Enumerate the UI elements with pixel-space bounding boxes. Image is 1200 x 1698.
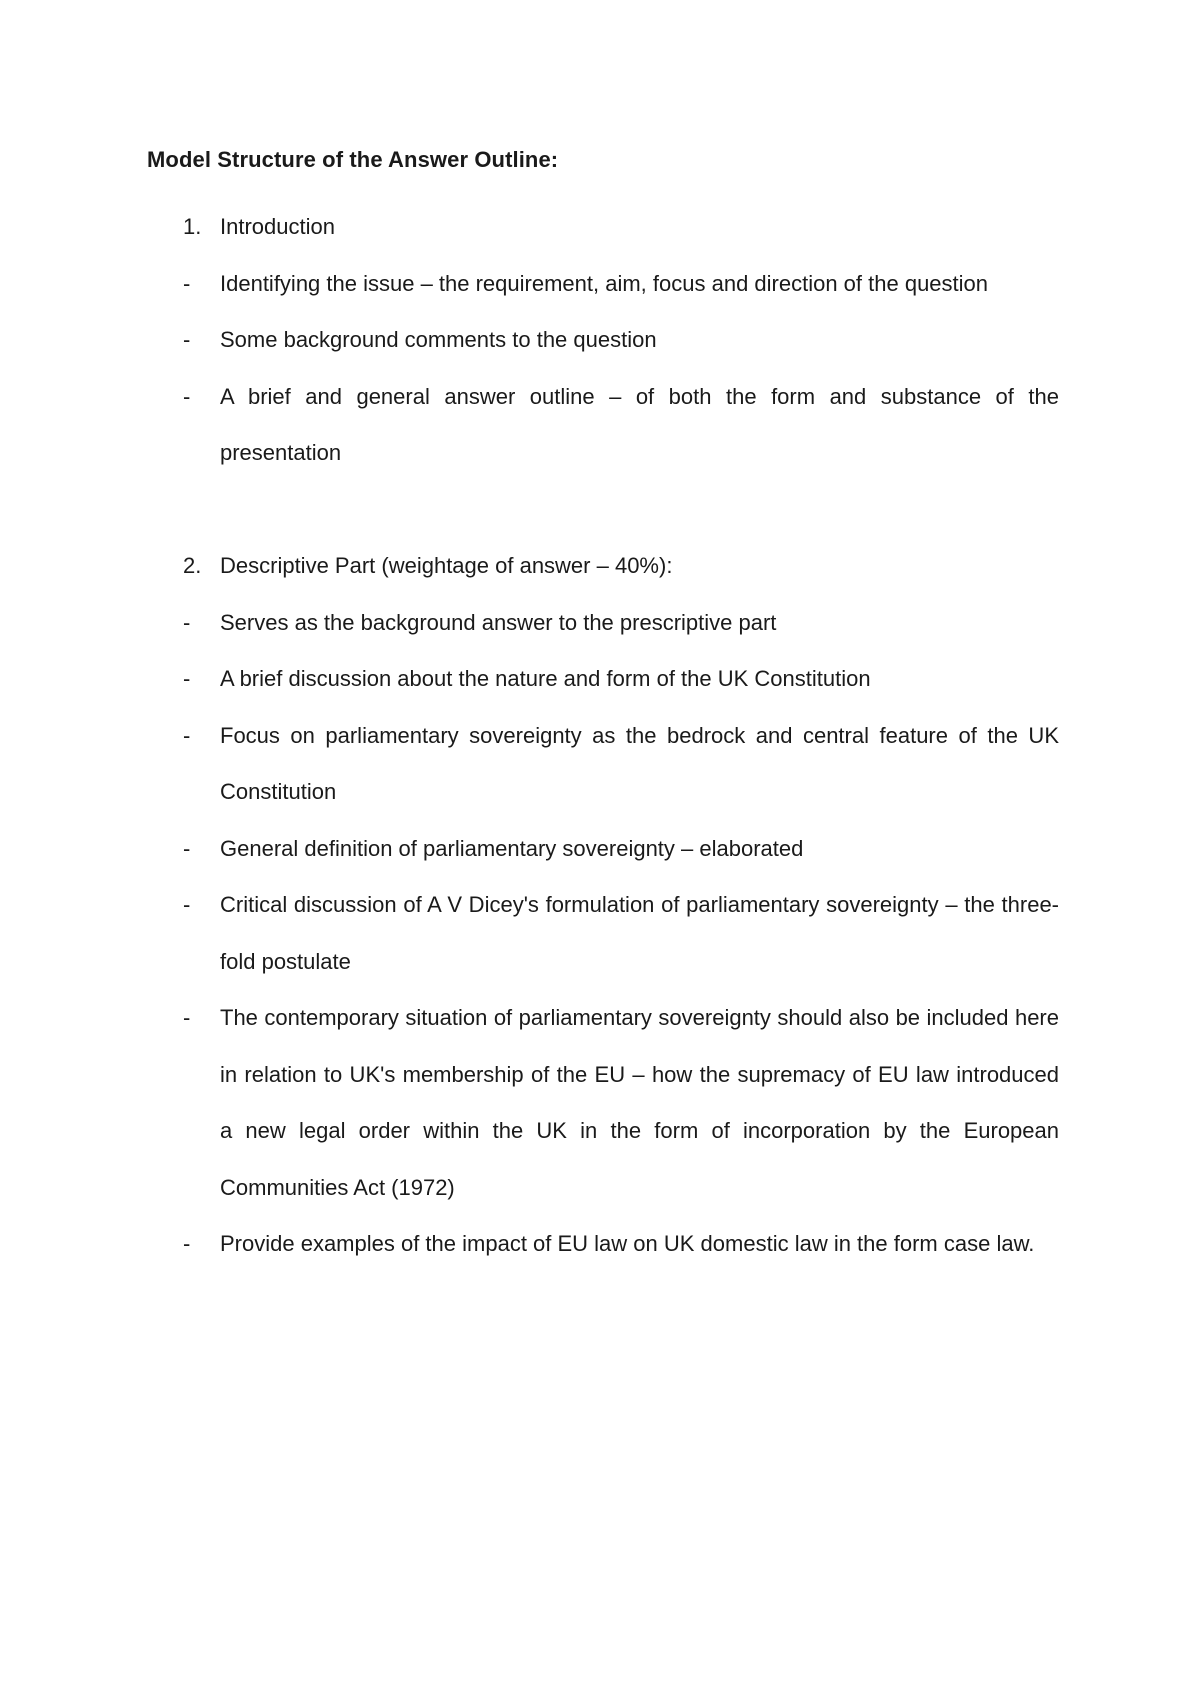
section-number: 2.	[183, 553, 202, 578]
bullet-dash: -	[183, 383, 191, 409]
bullet-text: Identifying the issue – the requirement, aim, focus and direction of the question	[220, 270, 989, 296]
section-heading-text: Introduction	[220, 214, 335, 239]
bullet-item	[147, 821, 1059, 878]
bullet-dash: -	[183, 1231, 191, 1256]
bullet-text: Some background comments to the question	[220, 327, 657, 352]
bullet-text: A brief and general answer outline – of both the form and substance of the presentation	[220, 383, 1059, 465]
bullet-item	[147, 369, 1059, 482]
section-heading	[147, 538, 1059, 595]
bullet-dash: -	[183, 327, 191, 352]
bullet-dash: -	[183, 609, 191, 635]
bullet-item	[147, 990, 1059, 1216]
bullet-text: General definition of parliamentary sovereignty – elaborated	[220, 835, 804, 861]
bullet-item	[147, 708, 1059, 821]
section-number: 1.	[183, 214, 202, 239]
bullet-item	[147, 877, 1059, 990]
bullet-text: Serves as the background answer to the prescriptive part	[220, 609, 777, 635]
bullet-text: A brief discussion about the nature and form of the UK Constitution	[220, 666, 871, 691]
bullet-item	[147, 651, 1059, 708]
bullet-text: Focus on parliamentary sovereignty as the bedrock and central feature of the UK Constitution	[220, 722, 1059, 804]
bullet-item	[147, 256, 1059, 313]
bullet-item	[147, 595, 1059, 652]
section-spacer	[147, 482, 1059, 539]
document-title: Model Structure of the Answer Outline:	[147, 147, 559, 172]
section-heading	[147, 199, 1059, 256]
bullet-dash: -	[183, 1005, 191, 1030]
bullet-dash: -	[183, 270, 191, 296]
bullet-text: Provide examples of the impact of EU law on UK domestic law in the form case law.	[220, 1231, 1035, 1256]
section-heading-text: Descriptive Part (weightage of answer – 40%):	[220, 553, 673, 578]
document-content	[147, 143, 1059, 1273]
bullet-dash: -	[183, 835, 191, 861]
bullet-text: Critical discussion of A V Dicey's formulation of parliamentary sovereignty – the three-fold postulate	[220, 892, 1059, 974]
bullet-dash: -	[183, 892, 191, 917]
bullet-dash: -	[183, 722, 191, 748]
bullet-item	[147, 1216, 1059, 1273]
bullet-dash: -	[183, 666, 191, 691]
bullet-item	[147, 312, 1059, 369]
bullet-text: The contemporary situation of parliamentary sovereignty should also be included here in relation to UK's membership of the EU – how the supremacy of EU law introduced a new legal order within the UK in the form of incorporation by the European Communities Act (1972)	[220, 1005, 1059, 1200]
